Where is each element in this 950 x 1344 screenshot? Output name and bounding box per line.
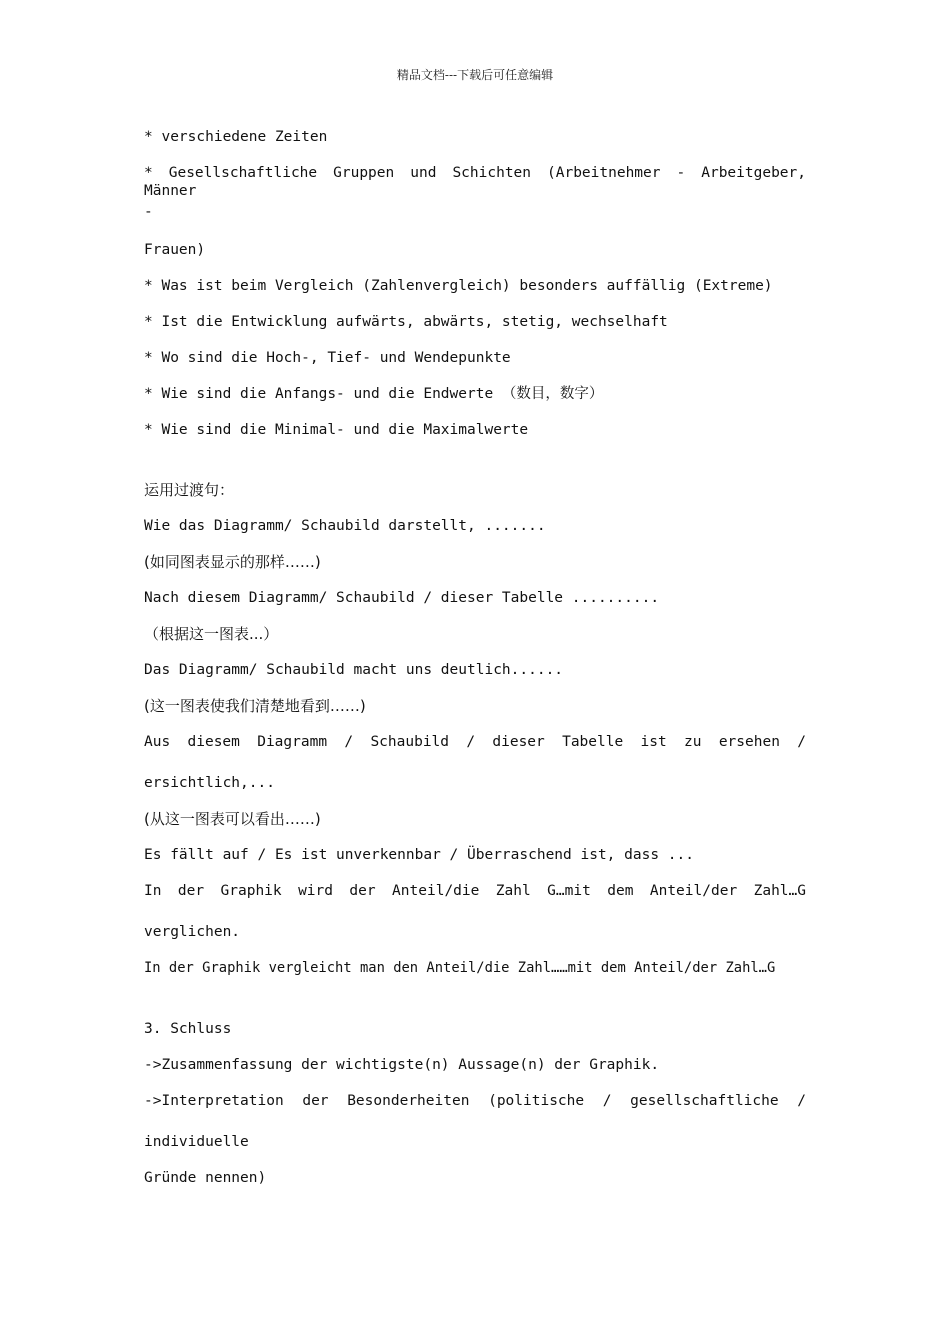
- bullet-line: * Wie sind die Minimal- und die Maximalwerte: [144, 422, 529, 438]
- transitions-heading: 运用过渡句：: [144, 481, 235, 499]
- transition-line: verglichen.: [144, 924, 241, 940]
- transition-line: (如同图表显示的那样……): [144, 553, 321, 571]
- bullet-line: * Was ist beim Vergleich (Zahlenvergleich) besonders auffällig (Extreme): [144, 278, 773, 294]
- bullet-line: -: [144, 204, 153, 220]
- bullet-line: * Wie sind die Anfangs- und die Endwerte （数目，数字）: [144, 386, 604, 402]
- conclusion-line: individuelle: [144, 1134, 249, 1150]
- transition-line: Wie das Diagramm/ Schaubild darstellt, .......: [144, 518, 546, 534]
- bullet-line: Frauen): [144, 242, 206, 258]
- conclusion-line: ->Zusammenfassung der wichtigste(n) Aussage(n) der Graphik.: [144, 1057, 660, 1073]
- transition-line: Das Diagramm/ Schaubild macht uns deutlich......: [144, 662, 564, 678]
- transition-line: ersichtlich,...: [144, 775, 275, 791]
- bullet-line: * Gesellschaftliche Gruppen und Schichten (Arbeitnehmer - Arbeitgeber, Männer: [144, 165, 806, 199]
- conclusion-heading: 3. Schluss: [144, 1021, 232, 1037]
- transition-line: （根据这一图表...）: [144, 625, 279, 643]
- transition-line: In der Graphik vergleicht man den Anteil/die Zahl……mit dem Anteil/der Zahl…G: [144, 960, 776, 976]
- bullet-line: * verschiedene Zeiten: [144, 129, 328, 145]
- transition-line: Es fällt auf / Es ist unverkennbar / Überraschend ist, dass ...: [144, 847, 694, 863]
- conclusion-line: ->Interpretation der Besonderheiten (politische / gesellschaftliche /: [144, 1093, 806, 1109]
- transition-line: (这一图表使我们清楚地看到……): [144, 697, 366, 715]
- transition-line: Aus diesem Diagramm / Schaubild / dieser Tabelle ist zu ersehen /: [144, 734, 806, 750]
- bullet-line: * Wo sind die Hoch-, Tief- und Wendepunkte: [144, 350, 511, 366]
- bullet-line: * Ist die Entwicklung aufwärts, abwärts, stetig, wechselhaft: [144, 314, 668, 330]
- page-header: 精品文档---下载后可任意编辑: [396, 68, 554, 82]
- conclusion-line: Gründe nennen): [144, 1170, 267, 1186]
- transition-line: Nach diesem Diagramm/ Schaubild / dieser Tabelle ..........: [144, 590, 660, 606]
- transition-line: (从这一图表可以看出……): [144, 810, 321, 828]
- transition-line: In der Graphik wird der Anteil/die Zahl G…mit dem Anteil/der Zahl…G: [144, 883, 806, 899]
